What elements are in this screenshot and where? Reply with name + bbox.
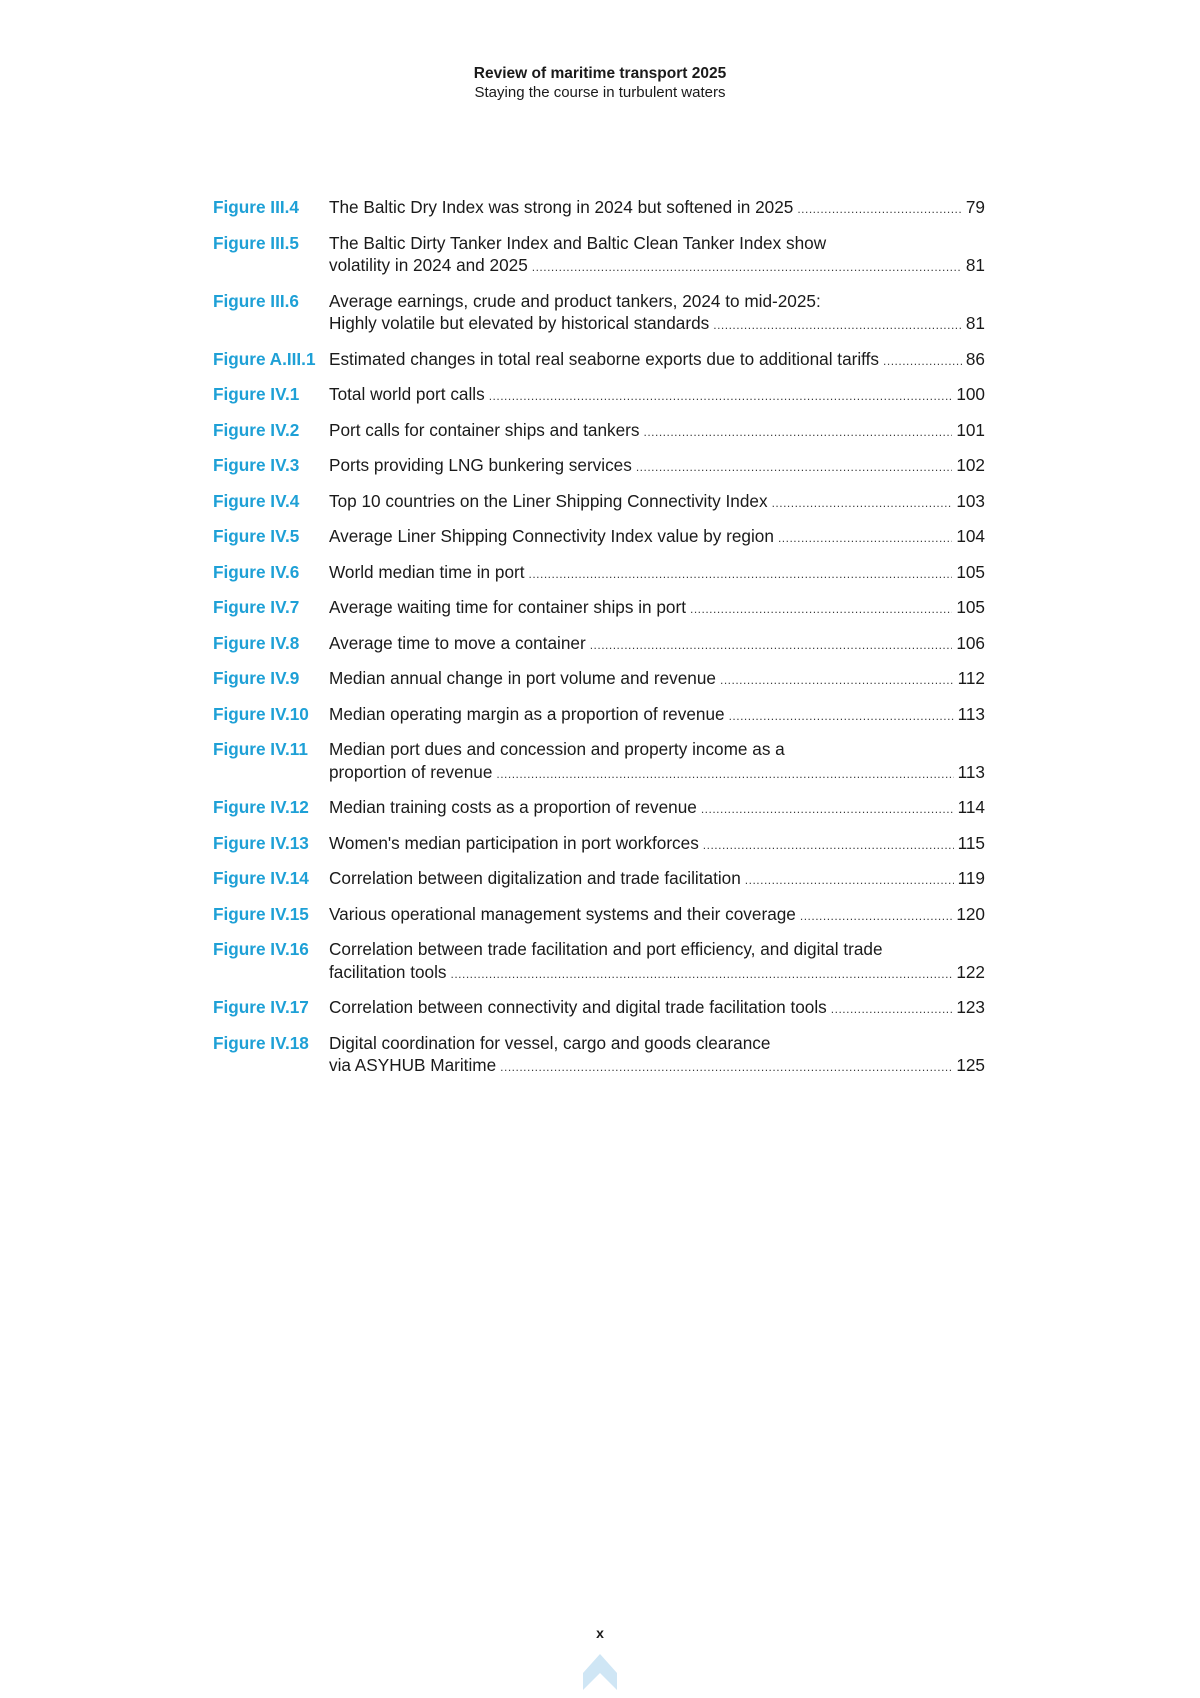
page-ref[interactable]: 101 bbox=[956, 419, 985, 440]
dot-leader bbox=[772, 492, 953, 515]
figure-label[interactable]: Figure III.4 bbox=[213, 197, 299, 217]
figure-title-lastline bbox=[329, 903, 985, 928]
page-ref[interactable]: 125 bbox=[956, 1055, 985, 1075]
dot-leader bbox=[451, 963, 953, 986]
entry-body bbox=[329, 383, 985, 408]
figure-title-line[interactable]: Total world port calls bbox=[329, 384, 485, 404]
figure-label[interactable]: Figure III.5 bbox=[213, 232, 299, 253]
dot-leader bbox=[800, 905, 952, 928]
page-ref[interactable]: 79 bbox=[965, 197, 985, 217]
dot-leader bbox=[703, 834, 954, 857]
page-ref[interactable]: 123 bbox=[956, 997, 985, 1017]
page-ref[interactable]: 103 bbox=[956, 490, 985, 511]
page-ref[interactable]: 122 bbox=[956, 961, 985, 982]
figure-label[interactable]: Figure IV.1 bbox=[213, 384, 300, 404]
entry-body bbox=[329, 196, 985, 221]
dot-leader bbox=[729, 705, 954, 728]
figure-title-line[interactable]: via ASYHUB Maritime bbox=[329, 1055, 497, 1075]
toc-entry[interactable] bbox=[213, 232, 985, 279]
figure-label[interactable]: Figure IV.4 bbox=[213, 490, 300, 511]
figure-label[interactable]: Figure IV.17 bbox=[213, 997, 309, 1017]
figure-label[interactable]: Figure IV.3 bbox=[213, 455, 300, 475]
figure-title-lastline bbox=[329, 667, 985, 692]
dot-leader bbox=[701, 798, 954, 821]
figure-label[interactable]: Figure IV.16 bbox=[213, 939, 309, 959]
toc-entry[interactable] bbox=[213, 561, 985, 586]
entry-body bbox=[329, 348, 985, 373]
entry-body bbox=[329, 454, 985, 479]
figure-label[interactable]: Figure IV.7 bbox=[213, 597, 300, 617]
figure-title-line[interactable]: Port calls for container ships and tankers bbox=[329, 419, 640, 440]
toc-entry[interactable] bbox=[213, 1032, 985, 1079]
entry-body bbox=[329, 938, 985, 985]
figure-title-line[interactable]: Digital coordination for vessel, cargo and goods clearance bbox=[329, 1032, 771, 1053]
entry-body bbox=[329, 419, 985, 444]
figure-title-line[interactable]: Correlation between trade facilitation and port efficiency, and digital trade bbox=[329, 939, 883, 959]
figure-title-lastline bbox=[329, 867, 985, 892]
figure-title-line[interactable]: Women's median participation in port workforces bbox=[329, 832, 699, 853]
dot-leader bbox=[532, 256, 962, 279]
figure-title-lastline bbox=[329, 454, 985, 479]
entry-body bbox=[329, 561, 985, 586]
figure-title-line[interactable]: Average Liner Shipping Connectivity Index value by region bbox=[329, 526, 774, 546]
figure-title-lastline bbox=[329, 703, 985, 728]
figure-title-lastline bbox=[329, 596, 985, 621]
page-ref[interactable]: 113 bbox=[957, 761, 985, 782]
figure-title-line[interactable]: Correlation between connectivity and digital trade facilitation tools bbox=[329, 997, 827, 1017]
toc-entry[interactable] bbox=[213, 596, 985, 621]
page-ref[interactable]: 81 bbox=[965, 313, 985, 333]
toc-entry[interactable] bbox=[213, 903, 985, 928]
figure-title-line[interactable]: The Baltic Dirty Tanker Index and Baltic Clean Tanker Index show bbox=[329, 232, 827, 253]
dot-leader bbox=[713, 314, 962, 337]
dot-leader bbox=[720, 669, 954, 692]
figure-title-lastline bbox=[329, 961, 985, 986]
figure-title-line[interactable]: Median annual change in port volume and revenue bbox=[329, 668, 716, 688]
dot-leader bbox=[529, 563, 953, 586]
figure-label[interactable]: Figure IV.18 bbox=[213, 1032, 309, 1053]
toc-entry[interactable] bbox=[213, 867, 985, 892]
entry-body bbox=[329, 867, 985, 892]
entry-body bbox=[329, 832, 985, 857]
toc-entry[interactable] bbox=[213, 832, 985, 857]
entry-body bbox=[329, 738, 985, 785]
figure-title-line[interactable]: Median training costs as a proportion of revenue bbox=[329, 797, 697, 817]
figure-title-lastline bbox=[329, 348, 985, 373]
list-of-figures bbox=[213, 196, 985, 1090]
figure-title-line[interactable]: Median operating margin as a proportion of revenue bbox=[329, 703, 725, 724]
toc-entry[interactable] bbox=[213, 738, 985, 785]
figure-label[interactable]: Figure IV.10 bbox=[213, 703, 309, 724]
toc-entry[interactable] bbox=[213, 419, 985, 444]
toc-entry[interactable] bbox=[213, 996, 985, 1021]
figure-label[interactable]: Figure IV.9 bbox=[213, 668, 300, 688]
dot-leader bbox=[778, 527, 952, 550]
chevron-up-icon-graphic bbox=[581, 1652, 619, 1692]
entry-body bbox=[329, 996, 985, 1021]
document-subtitle: Staying the course in turbulent waters bbox=[474, 84, 726, 101]
entry-body bbox=[329, 290, 985, 337]
entry-body bbox=[329, 632, 985, 657]
figure-label[interactable]: Figure IV.11 bbox=[213, 739, 308, 759]
page-ref[interactable]: 119 bbox=[957, 868, 985, 888]
entry-body bbox=[329, 796, 985, 821]
figure-title-line[interactable]: The Baltic Dry Index was strong in 2024 but softened in 2025 bbox=[329, 197, 794, 217]
figure-title-lastline bbox=[329, 761, 985, 786]
page-ref[interactable]: 105 bbox=[956, 597, 985, 617]
entry-body bbox=[329, 490, 985, 515]
toc-entry[interactable] bbox=[213, 196, 985, 221]
entry-body bbox=[329, 703, 985, 728]
figure-label[interactable]: Figure III.6 bbox=[213, 290, 299, 311]
figure-label[interactable]: Figure IV.12 bbox=[213, 797, 309, 817]
toc-entry[interactable] bbox=[213, 632, 985, 657]
figure-title-line[interactable]: Correlation between digitalization and trade facilitation bbox=[329, 868, 741, 888]
entry-body bbox=[329, 667, 985, 692]
figure-title-lastline bbox=[329, 832, 985, 857]
toc-entry[interactable] bbox=[213, 290, 985, 337]
figure-title-lastline bbox=[329, 561, 985, 586]
dot-leader bbox=[636, 456, 952, 479]
figure-title-lastline bbox=[329, 383, 985, 408]
toc-entry[interactable] bbox=[213, 525, 985, 550]
figure-title-line[interactable]: Various operational management systems and their coverage bbox=[329, 903, 796, 924]
figure-title-lastline bbox=[329, 196, 985, 221]
entry-body bbox=[329, 1032, 985, 1079]
dot-leader bbox=[496, 763, 953, 786]
toc-entry[interactable] bbox=[213, 667, 985, 692]
dot-leader bbox=[590, 634, 953, 657]
figure-label[interactable]: Figure A.III.1 bbox=[213, 348, 316, 369]
figure-title-lastline bbox=[329, 1054, 985, 1079]
toc-entry[interactable] bbox=[213, 796, 985, 821]
figure-title-line[interactable]: Top 10 countries on the Liner Shipping Connectivity Index bbox=[329, 490, 768, 511]
figure-title-lastline bbox=[329, 312, 985, 337]
dot-leader bbox=[500, 1056, 952, 1079]
toc-entry[interactable] bbox=[213, 348, 985, 373]
dot-leader bbox=[797, 198, 962, 221]
figure-title-line[interactable]: proportion of revenue bbox=[329, 761, 493, 782]
toc-entry[interactable] bbox=[213, 938, 985, 985]
figure-label[interactable]: Figure IV.13 bbox=[213, 832, 309, 853]
page-header bbox=[0, 64, 1200, 102]
figure-title-line[interactable]: volatility in 2024 and 2025 bbox=[329, 255, 528, 275]
toc-entry[interactable] bbox=[213, 703, 985, 728]
figure-title-lastline bbox=[329, 796, 985, 821]
figure-title-line[interactable]: Estimated changes in total real seaborne exports due to additional tariffs bbox=[329, 348, 880, 369]
dot-leader bbox=[883, 350, 962, 373]
page-ref[interactable]: 102 bbox=[956, 455, 985, 475]
toc-entry[interactable] bbox=[213, 490, 985, 515]
figure-label[interactable]: Figure IV.15 bbox=[213, 903, 309, 924]
figure-title-line[interactable]: World median time in port bbox=[329, 561, 525, 582]
dot-leader bbox=[831, 998, 953, 1021]
figure-label[interactable]: Figure IV.14 bbox=[213, 868, 309, 888]
page-ref[interactable]: 105 bbox=[956, 561, 985, 582]
figure-title-line[interactable]: facilitation tools bbox=[329, 961, 447, 982]
figure-title-lastline bbox=[329, 525, 985, 550]
dot-leader bbox=[643, 421, 952, 444]
figure-title-line[interactable]: Average waiting time for container ships in port bbox=[329, 597, 686, 617]
figure-title-lastline bbox=[329, 419, 985, 444]
page-ref[interactable]: 120 bbox=[956, 903, 985, 924]
document-title: Review of maritime transport 2025 bbox=[473, 65, 727, 82]
figure-label[interactable]: Figure IV.6 bbox=[213, 561, 300, 582]
toc-entry[interactable] bbox=[213, 383, 985, 408]
page-ref[interactable]: 81 bbox=[965, 255, 985, 275]
figure-title-line[interactable]: Highly volatile but elevated by historical standards bbox=[329, 313, 710, 333]
figure-label[interactable]: Figure IV.5 bbox=[213, 526, 300, 546]
figure-label[interactable]: Figure IV.8 bbox=[213, 632, 300, 653]
page-ref[interactable]: 100 bbox=[956, 384, 985, 404]
page-ref[interactable]: 106 bbox=[956, 632, 985, 653]
page-ref[interactable]: 115 bbox=[957, 832, 985, 853]
page-ref[interactable]: 113 bbox=[957, 703, 985, 724]
page-ref[interactable]: 104 bbox=[956, 526, 985, 546]
page-ref[interactable]: 114 bbox=[957, 797, 985, 817]
dot-leader bbox=[489, 385, 953, 408]
figure-title-lastline bbox=[329, 490, 985, 515]
entry-body bbox=[329, 903, 985, 928]
chevron-up-icon[interactable] bbox=[581, 1652, 619, 1692]
figure-title-line[interactable]: Average time to move a container bbox=[329, 632, 586, 653]
figure-title-lastline bbox=[329, 632, 985, 657]
figure-title-lastline bbox=[329, 254, 985, 279]
figure-title-line[interactable]: Ports providing LNG bunkering services bbox=[329, 455, 632, 475]
figure-label[interactable]: Figure IV.2 bbox=[213, 419, 300, 440]
entry-body bbox=[329, 596, 985, 621]
page-number: x bbox=[596, 1625, 604, 1641]
page-ref[interactable]: 86 bbox=[965, 348, 985, 369]
page-ref[interactable]: 112 bbox=[957, 668, 985, 688]
entry-body bbox=[329, 525, 985, 550]
toc-entry[interactable] bbox=[213, 454, 985, 479]
figure-title-line[interactable]: Median port dues and concession and property income as a bbox=[329, 739, 785, 759]
entry-body bbox=[329, 232, 985, 279]
figure-title-line[interactable]: Average earnings, crude and product tankers, 2024 to mid-2025: bbox=[329, 290, 821, 311]
dot-leader bbox=[745, 869, 954, 892]
dot-leader bbox=[690, 598, 952, 621]
figure-title-lastline bbox=[329, 996, 985, 1021]
